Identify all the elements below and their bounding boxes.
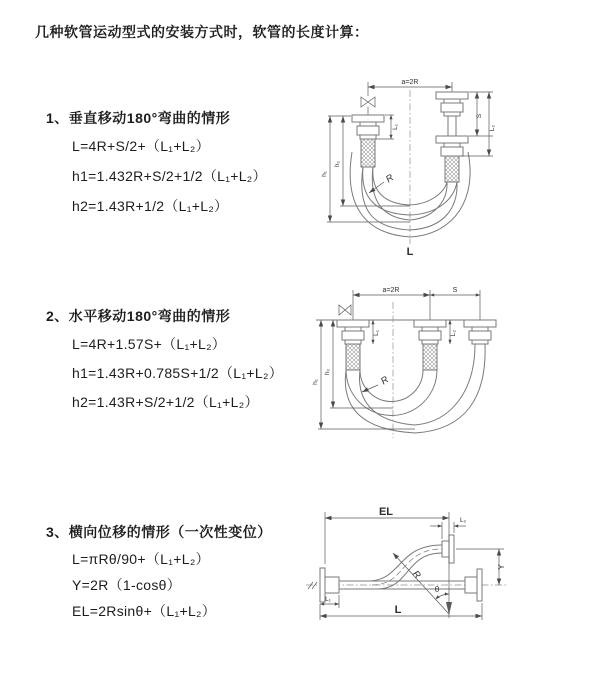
dim-label-l2: L₂ — [450, 329, 457, 337]
angle-label-theta: θ — [434, 585, 440, 594]
diagram-horizontal-180-bend — [298, 280, 598, 480]
formula-line: L=4R+1.57S+（L₁+L₂） — [72, 336, 227, 352]
length-label-l: L — [406, 246, 414, 258]
middle-fitting-original — [414, 320, 446, 370]
section-1-heading: 1、垂直移动180°弯曲的情形 — [46, 110, 231, 126]
dim-label-h2: h₂ — [324, 368, 331, 376]
dim-s — [461, 92, 493, 156]
dim-label-l1: L₁ — [373, 330, 380, 336]
hose-u-bend — [345, 344, 485, 433]
dim-label-l2: L₂ — [489, 124, 496, 132]
radius-leader — [369, 182, 384, 193]
formula-line: EL=2Rsinθ+（L₁+L₂） — [72, 603, 217, 619]
hose-braid — [361, 139, 375, 167]
dim-a-2r-and-s — [353, 290, 480, 320]
formula-line: h2=1.43R+S/2+1/2（L₁+L₂） — [72, 394, 259, 410]
diagram-vertical-180-bend — [300, 72, 595, 272]
formula-line: h2=1.43R+1/2（L₁+L₂） — [72, 198, 229, 214]
diagram-lateral-displacement — [298, 498, 598, 672]
dim-label-el: EL — [378, 506, 394, 518]
dim-label-l1: L₁ — [325, 596, 331, 603]
formula-line: L=4R+S/2+（L₁+L₂） — [72, 138, 210, 154]
dim-label-h2: h₂ — [334, 160, 341, 168]
angle-arc — [436, 594, 450, 599]
dim-el — [325, 512, 449, 618]
dim-label-l: L — [394, 604, 402, 616]
left-fitting — [352, 115, 384, 167]
hose-braid — [423, 344, 437, 370]
formula-line: h1=1.43R+0.785S+1/2（L₁+L₂） — [72, 365, 283, 381]
formula-line: L=πRθ/90+（L₁+L₂） — [72, 551, 210, 567]
formula-line: Y=2R（1-cosθ） — [72, 577, 182, 593]
dim-label-s: S — [476, 113, 483, 119]
dim-label-a-2r: a=2R — [382, 287, 400, 294]
radius-label: R — [409, 568, 423, 582]
formula-line: h1=1.432R+S/2+1/2（L₁+L₂） — [72, 168, 267, 184]
dim-label-a-2r: a=2R — [401, 79, 419, 86]
right-fitting-moved — [464, 320, 496, 344]
valve-icon — [361, 97, 375, 115]
right-pipe — [448, 116, 456, 136]
hose-braid — [346, 344, 360, 370]
left-fitting — [337, 320, 369, 370]
right-fitting-moved — [436, 92, 468, 116]
right-fitting-original — [436, 136, 468, 182]
radius-label: R — [378, 374, 391, 388]
hose-s-curve — [368, 545, 442, 589]
dim-label-y: Y — [497, 564, 506, 570]
dim-label-h1: h₁ — [321, 171, 328, 177]
page-title: 几种软管运动型式的安装方式时，软管的长度计算： — [35, 24, 369, 40]
dim-label-l2: L₂ — [460, 517, 467, 524]
break-mark — [308, 582, 317, 589]
radius-line — [393, 553, 449, 614]
section-2-heading: 2、水平移动180°弯曲的情形 — [46, 308, 231, 324]
dim-h1-h2 — [318, 320, 415, 429]
dim-label-s: S — [452, 287, 458, 294]
section-3-heading: 3、横向位移的情形（一次性变位） — [46, 524, 272, 540]
dim-label-h1: h₁ — [312, 379, 319, 385]
radius-label: R — [383, 172, 396, 186]
dim-label-l1: L₁ — [392, 124, 399, 130]
hose-braid — [445, 156, 459, 182]
right-flange-original — [465, 569, 482, 601]
dim-l2 — [430, 522, 466, 539]
top-right-flange-displaced — [442, 535, 454, 563]
vertex-arrow — [446, 602, 452, 615]
valve-icon — [339, 305, 351, 315]
